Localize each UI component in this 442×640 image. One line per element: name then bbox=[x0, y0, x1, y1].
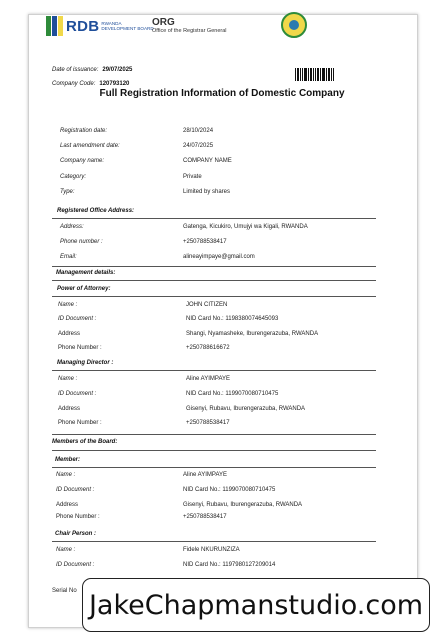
chair-name-value: Fidele NKURUNZIZA bbox=[183, 547, 240, 553]
poa-name-label: Name : bbox=[58, 302, 78, 308]
member-address-label: Address bbox=[56, 502, 79, 508]
poa-phone-value: +250788616672 bbox=[186, 345, 230, 351]
member-name-label: Name : bbox=[56, 472, 76, 478]
member-phone-value: +250788538417 bbox=[183, 514, 227, 520]
md-address-label: Address bbox=[58, 406, 81, 412]
poa-address-label: Address bbox=[58, 331, 81, 337]
md-address-value: Gisenyi, Rubavu, Iburengerazuba, RWANDA bbox=[186, 406, 306, 412]
member-id-label: ID Document : bbox=[56, 487, 95, 493]
rdb-logo bbox=[46, 16, 154, 36]
power-of-attorney-heading: Power of Attorney: bbox=[57, 286, 111, 292]
watermark-banner: JakeChapmanstudio.com bbox=[82, 578, 430, 632]
chair-id-label: ID Document : bbox=[56, 562, 95, 568]
document-title: Full Registration Information of Domestic Company bbox=[99, 88, 345, 99]
poa-id-label: ID Document : bbox=[58, 316, 97, 322]
issuance-value: 29/07/2025 bbox=[102, 67, 133, 73]
type-value: Limited by shares bbox=[183, 189, 231, 195]
registration-date-value: 28/10/2024 bbox=[183, 128, 214, 134]
office-phone-value: +250788538417 bbox=[183, 239, 227, 245]
office-address-value: Gatenga, Kicukiro, Umujyi wa Kigali, RWANDA bbox=[183, 224, 308, 230]
chair-id-value: NID Card No.: 1197980127209014 bbox=[183, 562, 276, 568]
org-header bbox=[152, 17, 227, 34]
member-phone-label: Phone Number : bbox=[56, 514, 100, 520]
office-email-value: alineayimpaye@gmail.com bbox=[183, 254, 255, 260]
managing-director-heading: Managing Director : bbox=[57, 360, 114, 366]
company-code-label: Company Code: bbox=[52, 81, 96, 87]
md-phone-label: Phone Number : bbox=[58, 420, 102, 426]
issuance-date bbox=[52, 67, 132, 73]
barcode-icon bbox=[295, 68, 339, 81]
issuance-label: Date of issuance: bbox=[52, 67, 99, 73]
board-heading: Members of the Board: bbox=[52, 439, 118, 445]
divider bbox=[52, 541, 376, 542]
poa-name-value: JOHN CITIZEN bbox=[186, 302, 228, 308]
poa-id-value: NID Card No.: 1198380074645093 bbox=[186, 316, 279, 322]
md-id-value: NID Card No.: 1199070080710475 bbox=[186, 391, 279, 397]
member-heading: Member: bbox=[55, 457, 81, 463]
amendment-date-value: 24/07/2025 bbox=[183, 143, 214, 149]
divider bbox=[52, 434, 376, 435]
category-label: Category: bbox=[60, 174, 87, 180]
md-name-value: Aline AYIMPAYE bbox=[186, 376, 231, 382]
divider bbox=[52, 218, 376, 219]
office-address-label: Address: bbox=[60, 224, 84, 230]
management-heading: Management details: bbox=[56, 270, 116, 276]
md-phone-value: +250788538417 bbox=[186, 420, 230, 426]
amendment-date-label: Last amendment date: bbox=[60, 143, 120, 149]
divider bbox=[52, 280, 376, 281]
registered-office-heading: Registered Office Address: bbox=[57, 208, 135, 214]
divider bbox=[52, 467, 376, 468]
national-emblem-icon bbox=[281, 12, 307, 38]
md-name-label: Name : bbox=[58, 376, 78, 382]
rdb-sub-line1: RWANDA bbox=[101, 20, 122, 26]
divider bbox=[52, 370, 376, 371]
rdb-logo-text: RDB bbox=[66, 17, 100, 35]
member-name-value: Aline AYIMPAYE bbox=[183, 472, 228, 478]
company-code-value: 120793120 bbox=[99, 81, 130, 87]
company-code bbox=[52, 81, 129, 87]
company-name-value: COMPANY NAME bbox=[183, 158, 232, 164]
chair-name-label: Name : bbox=[56, 547, 76, 553]
chair-person-heading: Chair Person : bbox=[55, 531, 97, 537]
type-label: Type: bbox=[60, 189, 75, 195]
office-email-label: Email: bbox=[60, 254, 77, 260]
divider bbox=[52, 266, 376, 267]
org-title: ORG bbox=[152, 17, 175, 28]
rdb-stripes-icon bbox=[46, 16, 63, 36]
category-value: Private bbox=[183, 174, 202, 180]
divider bbox=[52, 296, 376, 297]
company-name-label: Company name: bbox=[60, 158, 105, 164]
member-id-value: NID Card No.: 1199070080710475 bbox=[183, 487, 276, 493]
registration-date-label: Registration date: bbox=[60, 128, 108, 134]
md-id-label: ID Document : bbox=[58, 391, 97, 397]
org-subtitle: Office of the Registrar General bbox=[152, 28, 227, 34]
divider bbox=[52, 450, 376, 451]
member-address-value: Gisenyi, Rubavu, Iburengerazuba, RWANDA bbox=[183, 502, 303, 508]
poa-phone-label: Phone Number : bbox=[58, 345, 102, 351]
rdb-sub-line2: DEVELOPMENT BOARD bbox=[101, 26, 154, 31]
office-phone-label: Phone number : bbox=[60, 239, 103, 245]
poa-address-value: Shangi, Nyamasheke, Iburengerazuba, RWANDA bbox=[186, 331, 319, 337]
serial-number-label: Serial No bbox=[52, 588, 77, 594]
